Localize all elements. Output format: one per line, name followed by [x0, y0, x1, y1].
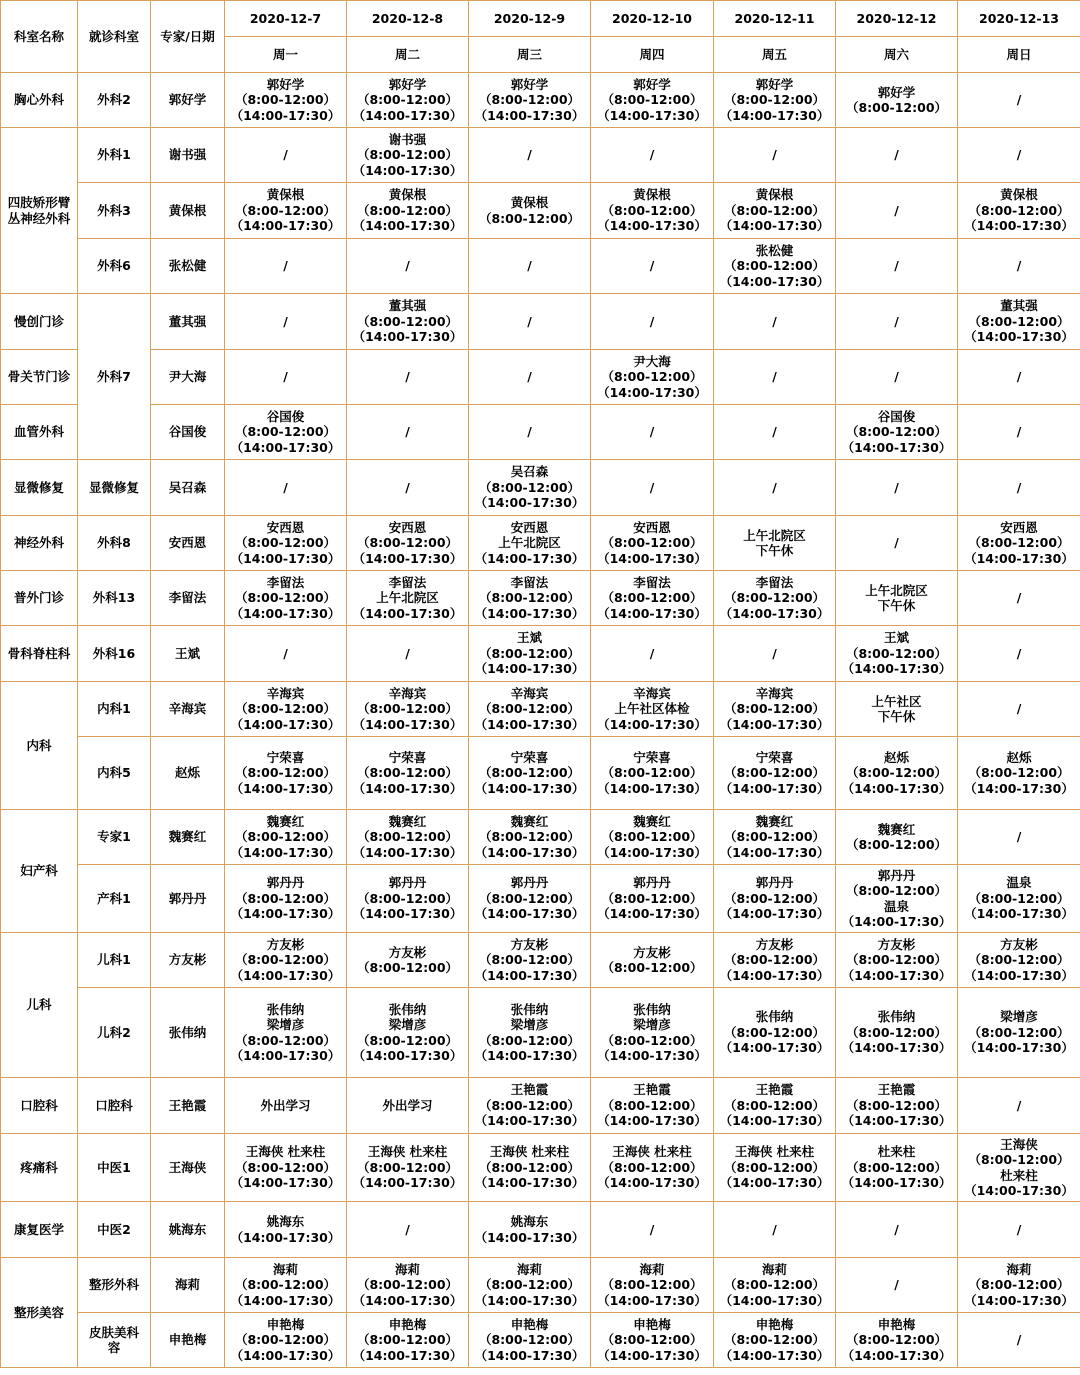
schedule-cell: 杜来柱 （8:00-12:00） （14:00-17:30） — [836, 1134, 958, 1202]
table-row — [1, 1134, 1080, 1202]
schedule-cell: / — [469, 294, 591, 350]
schedule-cell: 方友彬 （8:00-12:00） （14:00-17:30） — [225, 933, 347, 988]
clinic-cell: 内科1 — [78, 682, 151, 737]
schedule-cell: 安西恩 （8:00-12:00） （14:00-17:30） — [591, 516, 714, 571]
schedule-cell: 张伟纳 梁增彦 （8:00-12:00） （14:00-17:30） — [225, 988, 347, 1078]
schedule-cell: / — [836, 294, 958, 350]
schedule-cell: 安西恩 （8:00-12:00） （14:00-17:30） — [958, 516, 1080, 571]
schedule-cell: / — [347, 1202, 469, 1258]
dept-name-cell: 整形美容 — [1, 1258, 78, 1368]
clinic-cell: 内科5 — [78, 737, 151, 810]
dept-name-cell: 血管外科 — [1, 405, 78, 460]
table-row — [1, 737, 1080, 810]
table-row — [1, 294, 1080, 350]
dept-name-cell: 儿科 — [1, 933, 78, 1078]
dept-name-cell: 口腔科 — [1, 1078, 78, 1134]
header-date: 2020-12-11 — [714, 1, 836, 37]
table-row — [1, 128, 1080, 183]
schedule-cell: / — [225, 626, 347, 682]
schedule-cell: / — [469, 128, 591, 183]
expert-cell: 赵烁 — [151, 737, 225, 810]
schedule-cell: 辛海宾 （8:00-12:00） （14:00-17:30） — [714, 682, 836, 737]
schedule-cell: 安西恩 （8:00-12:00） （14:00-17:30） — [347, 516, 469, 571]
schedule-cell: 谢书强 （8:00-12:00） （14:00-17:30） — [347, 128, 469, 183]
schedule-cell: / — [958, 1078, 1080, 1134]
table-row — [1, 988, 1080, 1078]
schedule-cell: / — [958, 1313, 1080, 1368]
schedule-cell: 辛海宾 上午社区体检 （14:00-17:30） — [591, 682, 714, 737]
schedule-cell: / — [347, 460, 469, 516]
dept-name-cell: 普外门诊 — [1, 571, 78, 626]
schedule-cell: 王海侠 （8:00-12:00） 杜来柱 （14:00-17:30） — [958, 1134, 1080, 1202]
schedule-cell: 黄保根 （8:00-12:00） （14:00-17:30） — [714, 183, 836, 239]
clinic-cell: 中医1 — [78, 1134, 151, 1202]
header-date: 2020-12-10 — [591, 1, 714, 37]
schedule-cell: 谷国俊 （8:00-12:00） （14:00-17:30） — [225, 405, 347, 460]
schedule-cell: / — [958, 810, 1080, 865]
clinic-cell: 外科6 — [78, 239, 151, 294]
table-row — [1, 865, 1080, 933]
schedule-cell: 王艳霞 （8:00-12:00） （14:00-17:30） — [591, 1078, 714, 1134]
dept-name-cell: 妇产科 — [1, 810, 78, 933]
schedule-cell: 海莉 （8:00-12:00） （14:00-17:30） — [347, 1258, 469, 1313]
schedule-cell: 黄保根 （8:00-12:00） （14:00-17:30） — [347, 183, 469, 239]
schedule-cell: / — [836, 183, 958, 239]
schedule-cell: / — [591, 239, 714, 294]
schedule-cell: 海莉 （8:00-12:00） （14:00-17:30） — [958, 1258, 1080, 1313]
expert-cell: 姚海东 — [151, 1202, 225, 1258]
expert-cell: 方友彬 — [151, 933, 225, 988]
schedule-cell: 海莉 （8:00-12:00） （14:00-17:30） — [714, 1258, 836, 1313]
schedule-cell: 尹大海 （8:00-12:00） （14:00-17:30） — [591, 350, 714, 405]
table-row — [1, 73, 1080, 128]
schedule-cell: / — [591, 294, 714, 350]
schedule-cell: 李留法 （8:00-12:00） （14:00-17:30） — [469, 571, 591, 626]
schedule-cell: 宁荣喜 （8:00-12:00） （14:00-17:30） — [469, 737, 591, 810]
dept-name-cell: 康复医学 — [1, 1202, 78, 1258]
schedule-cell: 申艳梅 （8:00-12:00） （14:00-17:30） — [836, 1313, 958, 1368]
expert-cell: 辛海宾 — [151, 682, 225, 737]
header-weekday: 周一 — [225, 37, 347, 73]
expert-cell: 安西恩 — [151, 516, 225, 571]
expert-cell: 董其强 — [151, 294, 225, 350]
schedule-cell: / — [958, 350, 1080, 405]
schedule-cell: / — [347, 405, 469, 460]
schedule-cell: 辛海宾 （8:00-12:00） （14:00-17:30） — [347, 682, 469, 737]
schedule-cell: / — [714, 460, 836, 516]
header-row-dates — [1, 1, 1080, 37]
schedule-cell: / — [225, 128, 347, 183]
schedule-cell: / — [836, 1202, 958, 1258]
dept-name-cell: 四肢矫形臂 丛神经外科 — [1, 128, 78, 294]
schedule-cell: / — [958, 626, 1080, 682]
schedule-cell: 王艳霞 （8:00-12:00） （14:00-17:30） — [714, 1078, 836, 1134]
schedule-cell: 王海侠 杜来柱 （8:00-12:00） （14:00-17:30） — [347, 1134, 469, 1202]
schedule-cell: 郭丹丹 （8:00-12:00） （14:00-17:30） — [469, 865, 591, 933]
schedule-cell: 辛海宾 （8:00-12:00） （14:00-17:30） — [225, 682, 347, 737]
schedule-body — [1, 73, 1080, 1368]
header-clinic: 就诊科室 — [78, 1, 151, 73]
schedule-cell: 张伟纳 （8:00-12:00） （14:00-17:30） — [836, 988, 958, 1078]
table-row — [1, 626, 1080, 682]
schedule-cell: 海莉 （8:00-12:00） （14:00-17:30） — [591, 1258, 714, 1313]
schedule-cell: 上午社区 下午休 — [836, 682, 958, 737]
schedule-cell: / — [347, 239, 469, 294]
schedule-cell: 赵烁 （8:00-12:00） （14:00-17:30） — [958, 737, 1080, 810]
dept-name-cell: 内科 — [1, 682, 78, 810]
schedule-cell: / — [714, 294, 836, 350]
table-row — [1, 460, 1080, 516]
schedule-cell: / — [958, 73, 1080, 128]
schedule-cell: 魏赛红 （8:00-12:00） （14:00-17:30） — [469, 810, 591, 865]
schedule-cell: / — [958, 682, 1080, 737]
expert-cell: 王艳霞 — [151, 1078, 225, 1134]
schedule-cell: / — [714, 1202, 836, 1258]
schedule-cell: 郭好学 （8:00-12:00） — [836, 73, 958, 128]
clinic-cell: 儿科2 — [78, 988, 151, 1078]
schedule-cell: 黄保根 （8:00-12:00） （14:00-17:30） — [591, 183, 714, 239]
schedule-cell: 安西恩 上午北院区 （14:00-17:30） — [469, 516, 591, 571]
table-row — [1, 1313, 1080, 1368]
schedule-cell: 申艳梅 （8:00-12:00） （14:00-17:30） — [714, 1313, 836, 1368]
schedule-cell: 王艳霞 （8:00-12:00） （14:00-17:30） — [469, 1078, 591, 1134]
schedule-cell: / — [836, 460, 958, 516]
schedule-cell: 黄保根 （8:00-12:00） （14:00-17:30） — [958, 183, 1080, 239]
schedule-cell: 董其强 （8:00-12:00） （14:00-17:30） — [958, 294, 1080, 350]
schedule-cell: 郭好学 （8:00-12:00） （14:00-17:30） — [347, 73, 469, 128]
clinic-cell: 中医2 — [78, 1202, 151, 1258]
clinic-cell: 产科1 — [78, 865, 151, 933]
schedule-cell: 黄保根 （8:00-12:00） （14:00-17:30） — [225, 183, 347, 239]
schedule-cell: / — [836, 516, 958, 571]
schedule-cell: 张伟纳 梁增彦 （8:00-12:00） （14:00-17:30） — [347, 988, 469, 1078]
schedule-cell: 王海侠 杜来柱 （8:00-12:00） （14:00-17:30） — [591, 1134, 714, 1202]
schedule-cell: 李留法 上午北院区 （14:00-17:30） — [347, 571, 469, 626]
schedule-cell: 申艳梅 （8:00-12:00） （14:00-17:30） — [469, 1313, 591, 1368]
schedule-cell: 董其强 （8:00-12:00） （14:00-17:30） — [347, 294, 469, 350]
schedule-cell: / — [714, 626, 836, 682]
table-row — [1, 933, 1080, 988]
dept-name-cell: 显微修复 — [1, 460, 78, 516]
schedule-cell: 郭丹丹 （8:00-12:00） （14:00-17:30） — [225, 865, 347, 933]
table-row — [1, 682, 1080, 737]
expert-cell: 吴召森 — [151, 460, 225, 516]
clinic-cell: 皮肤美科 容 — [78, 1313, 151, 1368]
expert-cell: 谢书强 — [151, 128, 225, 183]
schedule-cell: / — [225, 294, 347, 350]
clinic-cell: 显微修复 — [78, 460, 151, 516]
schedule-cell: 魏赛红 （8:00-12:00） （14:00-17:30） — [347, 810, 469, 865]
dept-name-cell: 疼痛科 — [1, 1134, 78, 1202]
clinic-cell: 外科1 — [78, 128, 151, 183]
schedule-cell: 宁荣喜 （8:00-12:00） （14:00-17:30） — [347, 737, 469, 810]
schedule-cell: / — [714, 350, 836, 405]
schedule-cell: / — [591, 128, 714, 183]
header-expert: 专家/日期 — [151, 1, 225, 73]
clinic-cell: 整形外科 — [78, 1258, 151, 1313]
schedule-cell: / — [591, 626, 714, 682]
expert-cell: 申艳梅 — [151, 1313, 225, 1368]
clinic-cell: 儿科1 — [78, 933, 151, 988]
header-weekday: 周日 — [958, 37, 1080, 73]
header-dept: 科室名称 — [1, 1, 78, 73]
header-date: 2020-12-8 — [347, 1, 469, 37]
schedule-cell: / — [347, 626, 469, 682]
schedule-cell: 郭好学 （8:00-12:00） （14:00-17:30） — [469, 73, 591, 128]
schedule-cell: 上午北院区 下午休 — [836, 571, 958, 626]
table-row — [1, 571, 1080, 626]
header-date: 2020-12-9 — [469, 1, 591, 37]
expert-cell: 郭丹丹 — [151, 865, 225, 933]
schedule-cell: / — [225, 239, 347, 294]
schedule-cell: 张伟纳 梁增彦 （8:00-12:00） （14:00-17:30） — [469, 988, 591, 1078]
schedule-cell: 上午北院区 下午休 — [714, 516, 836, 571]
schedule-cell: 李留法 （8:00-12:00） （14:00-17:30） — [591, 571, 714, 626]
schedule-cell: 申艳梅 （8:00-12:00） （14:00-17:30） — [591, 1313, 714, 1368]
header-date: 2020-12-12 — [836, 1, 958, 37]
expert-cell: 海莉 — [151, 1258, 225, 1313]
header-weekday: 周三 — [469, 37, 591, 73]
expert-cell: 黄保根 — [151, 183, 225, 239]
expert-cell: 张松健 — [151, 239, 225, 294]
schedule-cell: 方友彬 （8:00-12:00） （14:00-17:30） — [836, 933, 958, 988]
dept-name-cell: 胸心外科 — [1, 73, 78, 128]
schedule-cell: 郭好学 （8:00-12:00） （14:00-17:30） — [225, 73, 347, 128]
schedule-cell: 王斌 （8:00-12:00） （14:00-17:30） — [836, 626, 958, 682]
schedule-cell: / — [958, 1202, 1080, 1258]
schedule-cell: 张伟纳 梁增彦 （8:00-12:00） （14:00-17:30） — [591, 988, 714, 1078]
table-row — [1, 350, 1080, 405]
table-row — [1, 1258, 1080, 1313]
schedule-cell: 郭好学 （8:00-12:00） （14:00-17:30） — [714, 73, 836, 128]
schedule-cell: / — [958, 239, 1080, 294]
schedule-cell: 王海侠 杜来柱 （8:00-12:00） （14:00-17:30） — [714, 1134, 836, 1202]
schedule-cell: / — [225, 460, 347, 516]
schedule-cell: 宁荣喜 （8:00-12:00） （14:00-17:30） — [591, 737, 714, 810]
schedule-cell: / — [591, 1202, 714, 1258]
schedule-cell: 谷国俊 （8:00-12:00） （14:00-17:30） — [836, 405, 958, 460]
schedule-cell: / — [714, 128, 836, 183]
dept-name-cell: 骨科脊柱科 — [1, 626, 78, 682]
schedule-cell: 魏赛红 （8:00-12:00） （14:00-17:30） — [714, 810, 836, 865]
schedule-cell: / — [469, 239, 591, 294]
schedule-cell: 魏赛红 （8:00-12:00） — [836, 810, 958, 865]
table-row — [1, 1078, 1080, 1134]
schedule-cell: / — [958, 571, 1080, 626]
header-date: 2020-12-13 — [958, 1, 1080, 37]
clinic-cell: 外科3 — [78, 183, 151, 239]
schedule-cell: 郭丹丹 （8:00-12:00） 温泉 （14:00-17:30） — [836, 865, 958, 933]
schedule-cell: / — [347, 350, 469, 405]
expert-cell: 王斌 — [151, 626, 225, 682]
schedule-cell: 吴召森 （8:00-12:00） （14:00-17:30） — [469, 460, 591, 516]
schedule-cell: 海莉 （8:00-12:00） （14:00-17:30） — [469, 1258, 591, 1313]
expert-cell: 郭好学 — [151, 73, 225, 128]
clinic-cell: 外科16 — [78, 626, 151, 682]
dept-name-cell: 慢创门诊 — [1, 294, 78, 350]
schedule-cell: 王斌 （8:00-12:00） （14:00-17:30） — [469, 626, 591, 682]
schedule-cell: 魏赛红 （8:00-12:00） （14:00-17:30） — [591, 810, 714, 865]
table-row — [1, 1202, 1080, 1258]
schedule-cell: 方友彬 （8:00-12:00） （14:00-17:30） — [958, 933, 1080, 988]
schedule-cell: 申艳梅 （8:00-12:00） （14:00-17:30） — [225, 1313, 347, 1368]
schedule-cell: / — [469, 405, 591, 460]
schedule-cell: 张伟纳 （8:00-12:00） （14:00-17:30） — [714, 988, 836, 1078]
header-weekday: 周五 — [714, 37, 836, 73]
schedule-cell: 黄保根 （8:00-12:00） — [469, 183, 591, 239]
schedule-cell: 王海侠 杜来柱 （8:00-12:00） （14:00-17:30） — [225, 1134, 347, 1202]
schedule-cell: 张松健 （8:00-12:00） （14:00-17:30） — [714, 239, 836, 294]
schedule-cell: 李留法 （8:00-12:00） （14:00-17:30） — [225, 571, 347, 626]
schedule-cell: / — [836, 350, 958, 405]
schedule-cell: / — [714, 405, 836, 460]
schedule-cell: 外出学习 — [225, 1078, 347, 1134]
header-weekday: 周二 — [347, 37, 469, 73]
schedule-cell: / — [958, 128, 1080, 183]
table-row — [1, 516, 1080, 571]
expert-cell: 魏赛红 — [151, 810, 225, 865]
schedule-cell: / — [836, 1258, 958, 1313]
header-date: 2020-12-7 — [225, 1, 347, 37]
header-weekday: 周六 — [836, 37, 958, 73]
schedule-cell: 方友彬 （8:00-12:00） — [347, 933, 469, 988]
schedule-cell: 方友彬 （8:00-12:00） （14:00-17:30） — [469, 933, 591, 988]
schedule-cell: 辛海宾 （8:00-12:00） （14:00-17:30） — [469, 682, 591, 737]
expert-cell: 李留法 — [151, 571, 225, 626]
schedule-cell: 安西恩 （8:00-12:00） （14:00-17:30） — [225, 516, 347, 571]
schedule-cell: 方友彬 （8:00-12:00） — [591, 933, 714, 988]
schedule-cell: 方友彬 （8:00-12:00） （14:00-17:30） — [714, 933, 836, 988]
schedule-cell: 宁荣喜 （8:00-12:00） （14:00-17:30） — [714, 737, 836, 810]
clinic-cell: 外科13 — [78, 571, 151, 626]
schedule-cell: / — [591, 405, 714, 460]
schedule-cell: 宁荣喜 （8:00-12:00） （14:00-17:30） — [225, 737, 347, 810]
dept-name-cell: 神经外科 — [1, 516, 78, 571]
schedule-cell: / — [591, 460, 714, 516]
schedule-cell: 赵烁 （8:00-12:00） （14:00-17:30） — [836, 737, 958, 810]
table-row — [1, 183, 1080, 239]
schedule-cell: 郭好学 （8:00-12:00） （14:00-17:30） — [591, 73, 714, 128]
schedule-cell: 姚海东 （14:00-17:30） — [469, 1202, 591, 1258]
clinic-cell: 口腔科 — [78, 1078, 151, 1134]
table-row — [1, 810, 1080, 865]
schedule-cell: / — [225, 350, 347, 405]
schedule-cell: 海莉 （8:00-12:00） （14:00-17:30） — [225, 1258, 347, 1313]
schedule-cell: / — [469, 350, 591, 405]
schedule-cell: 王海侠 杜来柱 （8:00-12:00） （14:00-17:30） — [469, 1134, 591, 1202]
schedule-cell: 姚海东 （14:00-17:30） — [225, 1202, 347, 1258]
clinic-cell: 外科7 — [78, 294, 151, 460]
expert-cell: 王海侠 — [151, 1134, 225, 1202]
clinic-cell: 外科2 — [78, 73, 151, 128]
table-row — [1, 239, 1080, 294]
schedule-cell: 郭丹丹 （8:00-12:00） （14:00-17:30） — [714, 865, 836, 933]
expert-cell: 尹大海 — [151, 350, 225, 405]
schedule-cell: / — [958, 460, 1080, 516]
schedule-cell: 王艳霞 （8:00-12:00） （14:00-17:30） — [836, 1078, 958, 1134]
clinic-cell: 外科8 — [78, 516, 151, 571]
schedule-cell: 魏赛红 （8:00-12:00） （14:00-17:30） — [225, 810, 347, 865]
table-row — [1, 405, 1080, 460]
schedule-cell: / — [836, 239, 958, 294]
schedule-cell: / — [836, 128, 958, 183]
header-weekday: 周四 — [591, 37, 714, 73]
clinic-cell: 专家1 — [78, 810, 151, 865]
schedule-cell: 梁增彦 （8:00-12:00） （14:00-17:30） — [958, 988, 1080, 1078]
schedule-cell: 申艳梅 （8:00-12:00） （14:00-17:30） — [347, 1313, 469, 1368]
dept-name-cell: 骨关节门诊 — [1, 350, 78, 405]
schedule-cell: 外出学习 — [347, 1078, 469, 1134]
schedule-cell: 李留法 （8:00-12:00） （14:00-17:30） — [714, 571, 836, 626]
schedule-cell: 郭丹丹 （8:00-12:00） （14:00-17:30） — [591, 865, 714, 933]
schedule-cell: 温泉 （8:00-12:00） （14:00-17:30） — [958, 865, 1080, 933]
expert-cell: 张伟纳 — [151, 988, 225, 1078]
schedule-cell: / — [958, 405, 1080, 460]
expert-cell: 谷国俊 — [151, 405, 225, 460]
schedule-cell: 郭丹丹 （8:00-12:00） （14:00-17:30） — [347, 865, 469, 933]
